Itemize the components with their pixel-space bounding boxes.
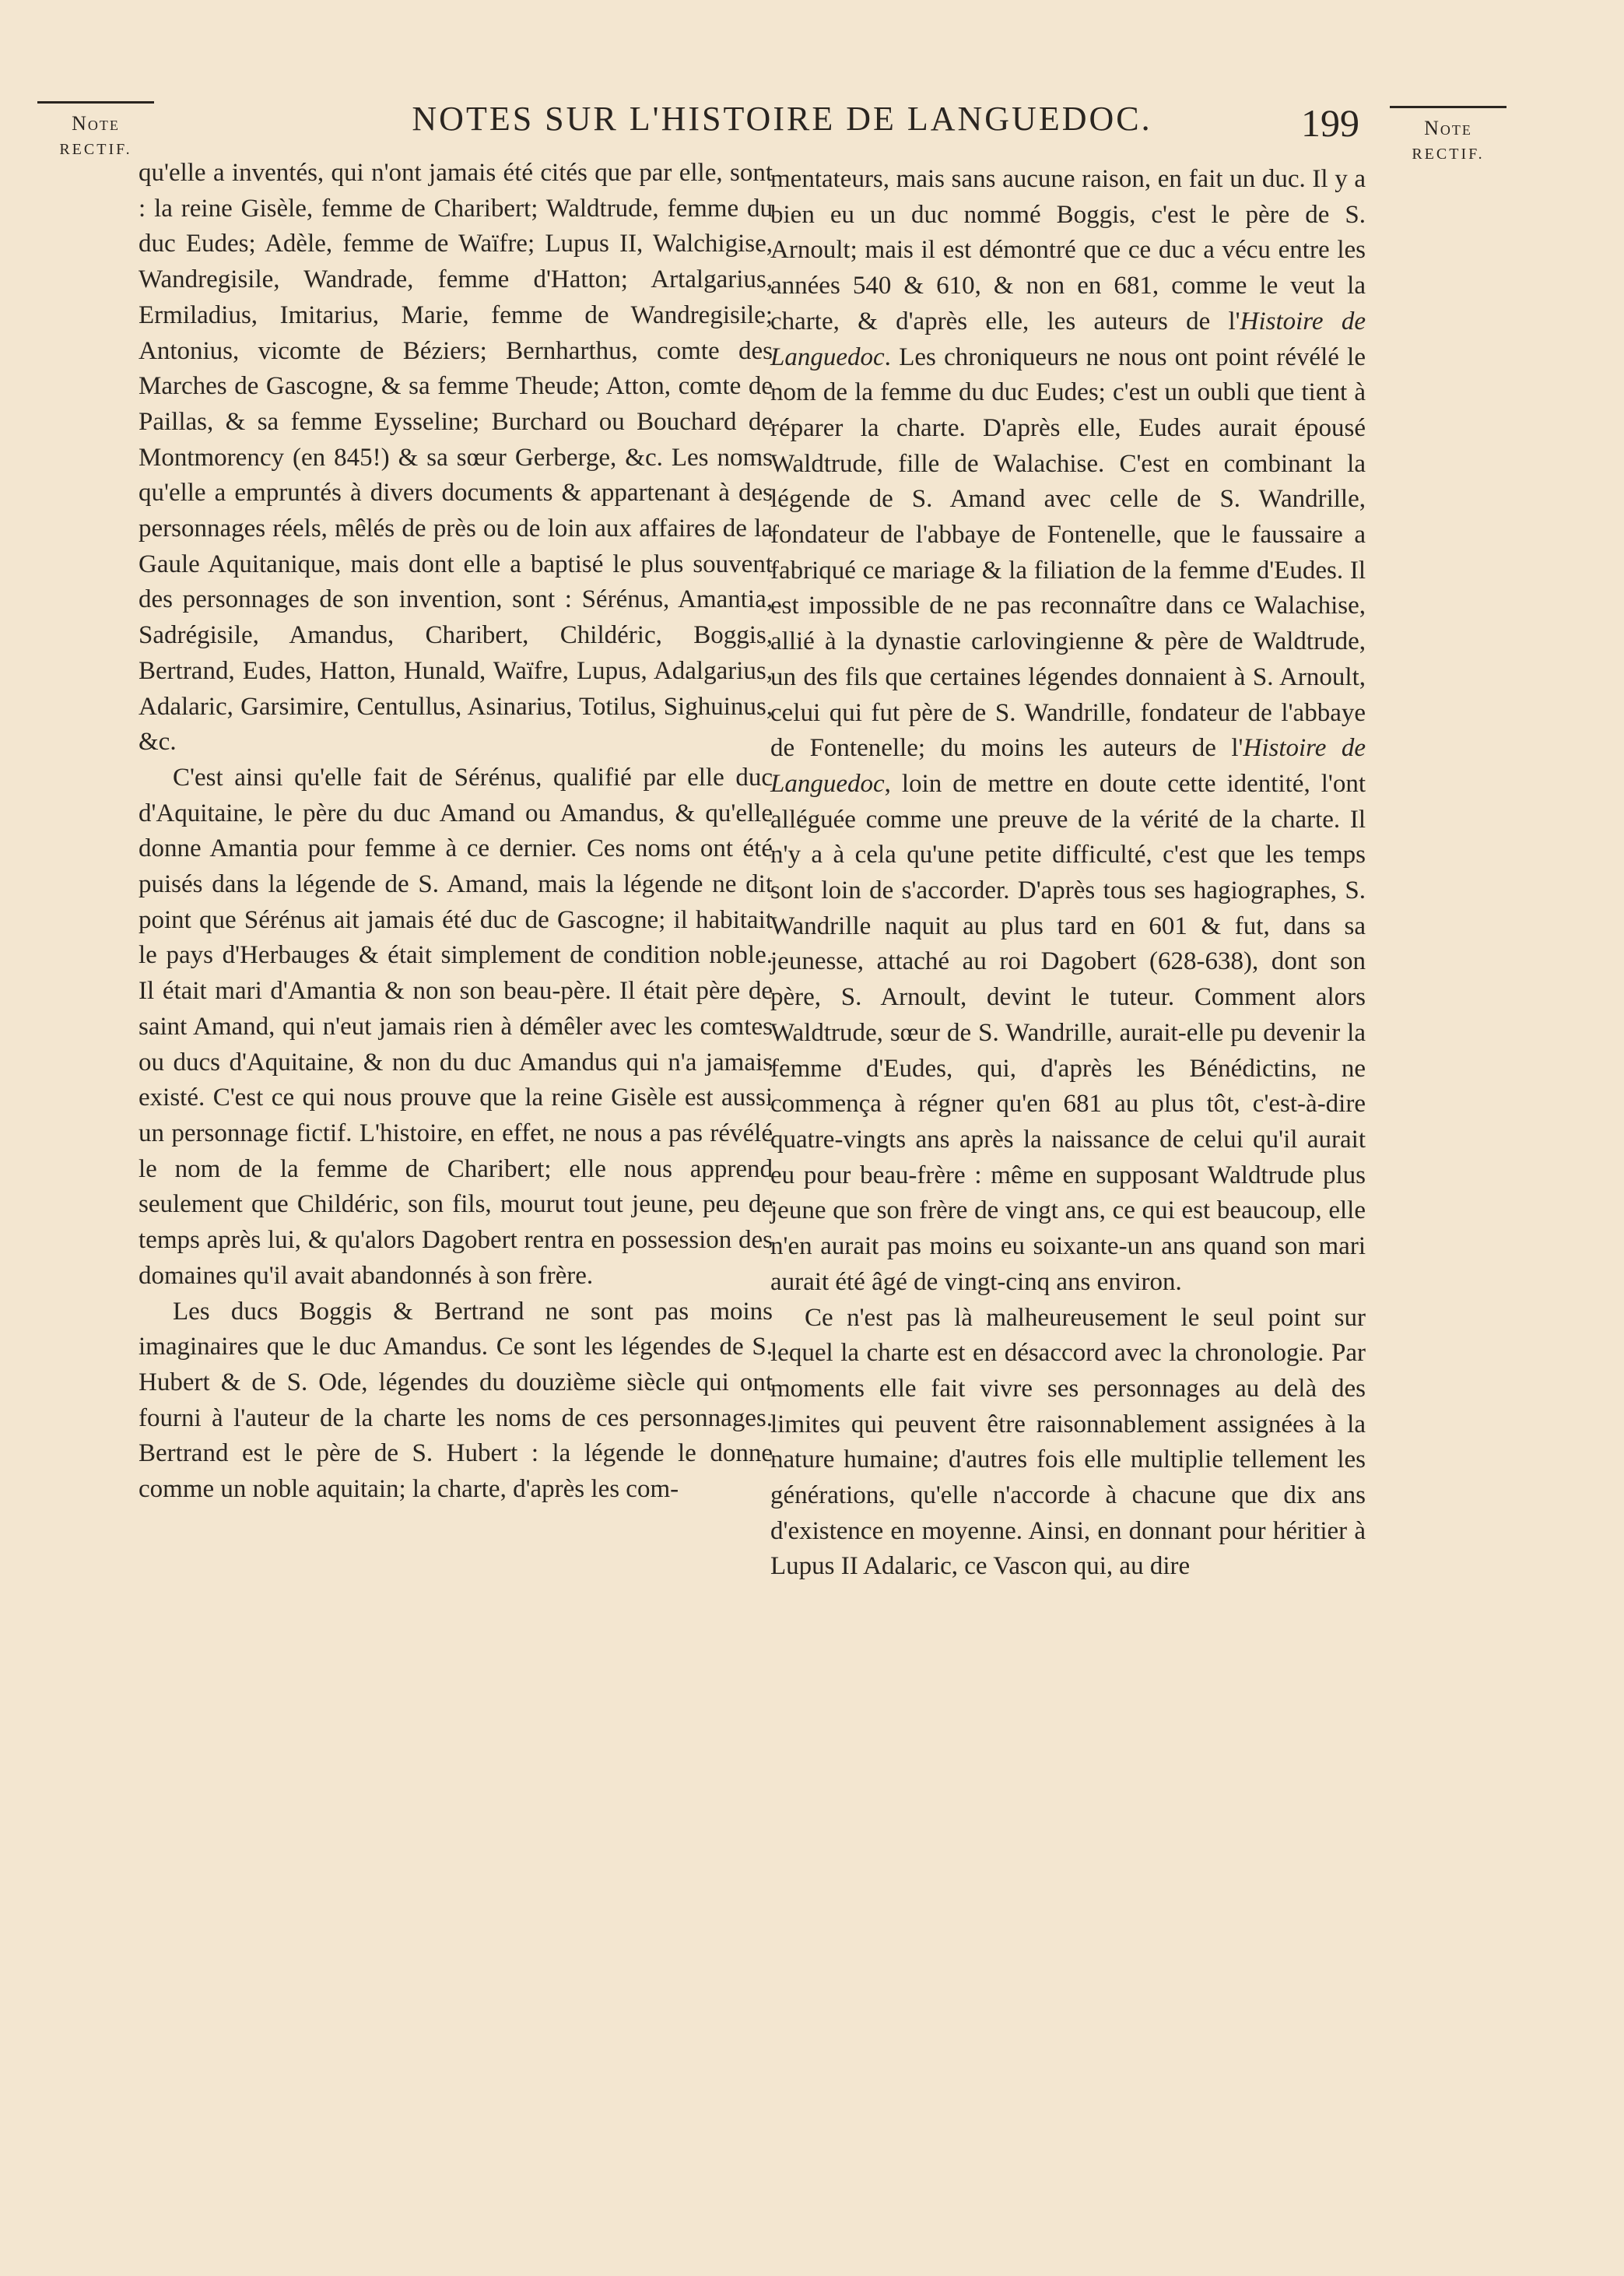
left-column bbox=[139, 156, 773, 1508]
page-number: 199 bbox=[1301, 101, 1359, 145]
text-run: mentateurs, mais sans aucune raison, en fait un duc. Il y a bien eu un duc nommé Boggis, c'est le père de S. Arnoult; mais il est démontré que ce duc a vécu entre les années 540 & 610, & non en 681, comme le veut la charte, & d'après elle, les auteurs de l' bbox=[770, 165, 1366, 335]
running-title: NOTES SUR L'HISTOIRE DE LANGUEDOC. bbox=[412, 100, 1152, 138]
margin-note-left bbox=[37, 101, 154, 161]
margin-rule bbox=[37, 101, 154, 104]
paragraph: qu'elle a inventés, qui n'ont jamais été cités que par elle, sont : la reine Gisèle, femme de Charibert; Waldtrude, femme du duc Eudes; Adèle, femme de Waïfre; Lupus II, Walchigise, Wandregisile, Wandrade, femme d'Hatton; Artalgarius, Ermiladius, Imitarius, Marie, femme de Wandregisile; Antonius, vicomte de Béziers; Bernharthus, comte des Marches de Gascogne, & sa femme Theude; Atton, comte de Paillas, & sa femme Eysseline; Burchard ou Bouchard de Montmorency (en 845!) & sa sœur Gerberge, &c. Les noms qu'elle a empruntés à divers documents & appartenant à des personnages réels, mêlés de près ou de loin aux affaires de la Gaule Aquitanique, mais dont elle a baptisé le plus souvent des personnages de son invention, sont : Sérénus, Amantia, Sadrégisile, Amandus, Charibert, Childéric, Boggis, Bertrand, Eudes, Hatton, Hunald, Waïfre, Lupus, Adalgarius, Adalaric, Garsimire, Centullus, Asinarius, Totilus, Sighuinus, &c. bbox=[139, 159, 773, 757]
page-header bbox=[0, 92, 1624, 146]
right-column bbox=[770, 162, 1366, 1585]
margin-rule bbox=[1390, 106, 1506, 108]
text-run: , loin de mettre en doute cette identité, l'ont alléguée comme une preuve de la vérité de la charte. Il n'y a à cela qu'une petite difficulté, c'est que les temps sont loin de s'accorder. D'après tous ses hagiographes, S. Wandrille naquit au plus tard en 601 & fut, dans sa jeunesse, attaché au roi Dagobert (628-638), dont son père, S. Arnoult, devint le tuteur. Comment alors Waldtrude, sœur de S. Wandrille, aurait-elle pu devenir la femme d'Eudes, qui, d'après les Bénédictins, ne commença à régner qu'en 681 au plus tôt, c'est-à-dire quatre-vingts ans après la naissance de celui qu'il aurait eu pour beau-frère : même en supposant Waldtrude plus jeune que son frère de vingt ans, ce qui est beaucoup, elle n'en aurait pas moins eu soixante-un ans quand son mari aurait été âgé de vingt-cinq ans environ. bbox=[770, 769, 1366, 1296]
margin-note-sublabel: RECTIF. bbox=[59, 141, 132, 158]
text-run: . Les chroniqueurs ne nous ont point révélé le nom de la femme du duc Eudes; c'est un oubli que tient à réparer la charte. D'après elle, Eudes aurait épousé Waldtrude, fille de Walachise. C'est en combinant la légende de S. Amand avec celle de S. Wandrille, fondateur de l'abbaye de Fontenelle, que le faussaire a fabriqué ce mariage & la filiation de la femme d'Eudes. Il est impossible de ne pas reconnaître dans ce Walachise, allié à la dynastie carlovingienne & père de Waldtrude, un des fils que certaines légendes donnaient à S. Arnoult, celui qui fut père de S. Wandrille, fondateur de l'abbaye de Fontenelle; du moins les auteurs de l' bbox=[770, 342, 1366, 763]
margin-note-label: Note bbox=[1424, 117, 1472, 139]
margin-note-sublabel: RECTIF. bbox=[1412, 146, 1485, 163]
paragraph: Ce n'est pas là malheureusement le seul point sur lequel la charte est en désaccord avec la chronologie. Par moments elle fait vivre ses personnages au delà des limites qui peuvent être raisonnablement assignées à la nature humaine; d'autres fois elle multiplie tellement les générations, qu'elle n'accorde à chacune que dix ans d'existence en moyenne. Ainsi, en donnant pour héritier à Lupus II Adalaric, ce Vascon qui, au dire bbox=[770, 1303, 1366, 1581]
margin-note-right bbox=[1390, 106, 1506, 166]
book-title: Histoire de Languedoc bbox=[770, 307, 1366, 371]
paragraph bbox=[770, 162, 1366, 1301]
margin-note-label: Note bbox=[72, 112, 120, 135]
paragraph: Les ducs Boggis & Bertrand ne sont pas moins imaginaires que le duc Amandus. Ce sont les légendes de S. Hubert & de S. Ode, légendes du douzième siècle qui ont fourni à l'auteur de la charte les noms de ces personnages. Bertrand est le père de S. Hubert : la légende le donne comme un noble aquitain; la charte, d'après les com- bbox=[139, 1297, 773, 1504]
book-title: Histoire de Languedoc bbox=[770, 734, 1366, 798]
paragraph: C'est ainsi qu'elle fait de Sérénus, qualifié par elle duc d'Aquitaine, le père du duc Amand ou Amandus, & qu'elle donne Amantia pour femme à ce dernier. Ces noms ont été puisés dans la légende de S. Amand, mais la légende ne dit point que Sérénus ait jamais été duc de Gascogne; il habitait le pays d'Herbauges & était simplement de condition noble. Il était mari d'Amantia & non son beau-père. Il était père de saint Amand, qui n'eut jamais rien à démêler avec les comtes ou ducs d'Aquitaine, & non du duc Amandus qui n'a jamais existé. C'est ce qui nous prouve que la reine Gisèle est aussi un personnage fictif. L'histoire, en effet, ne nous a pas révélé le nom de la femme de Charibert; elle nous apprend seulement que Childéric, son fils, mourut tout jeune, peu de temps après lui, & qu'alors Dagobert rentra en possession des domaines qu'il avait abandonnés à son frère. bbox=[139, 763, 773, 1290]
